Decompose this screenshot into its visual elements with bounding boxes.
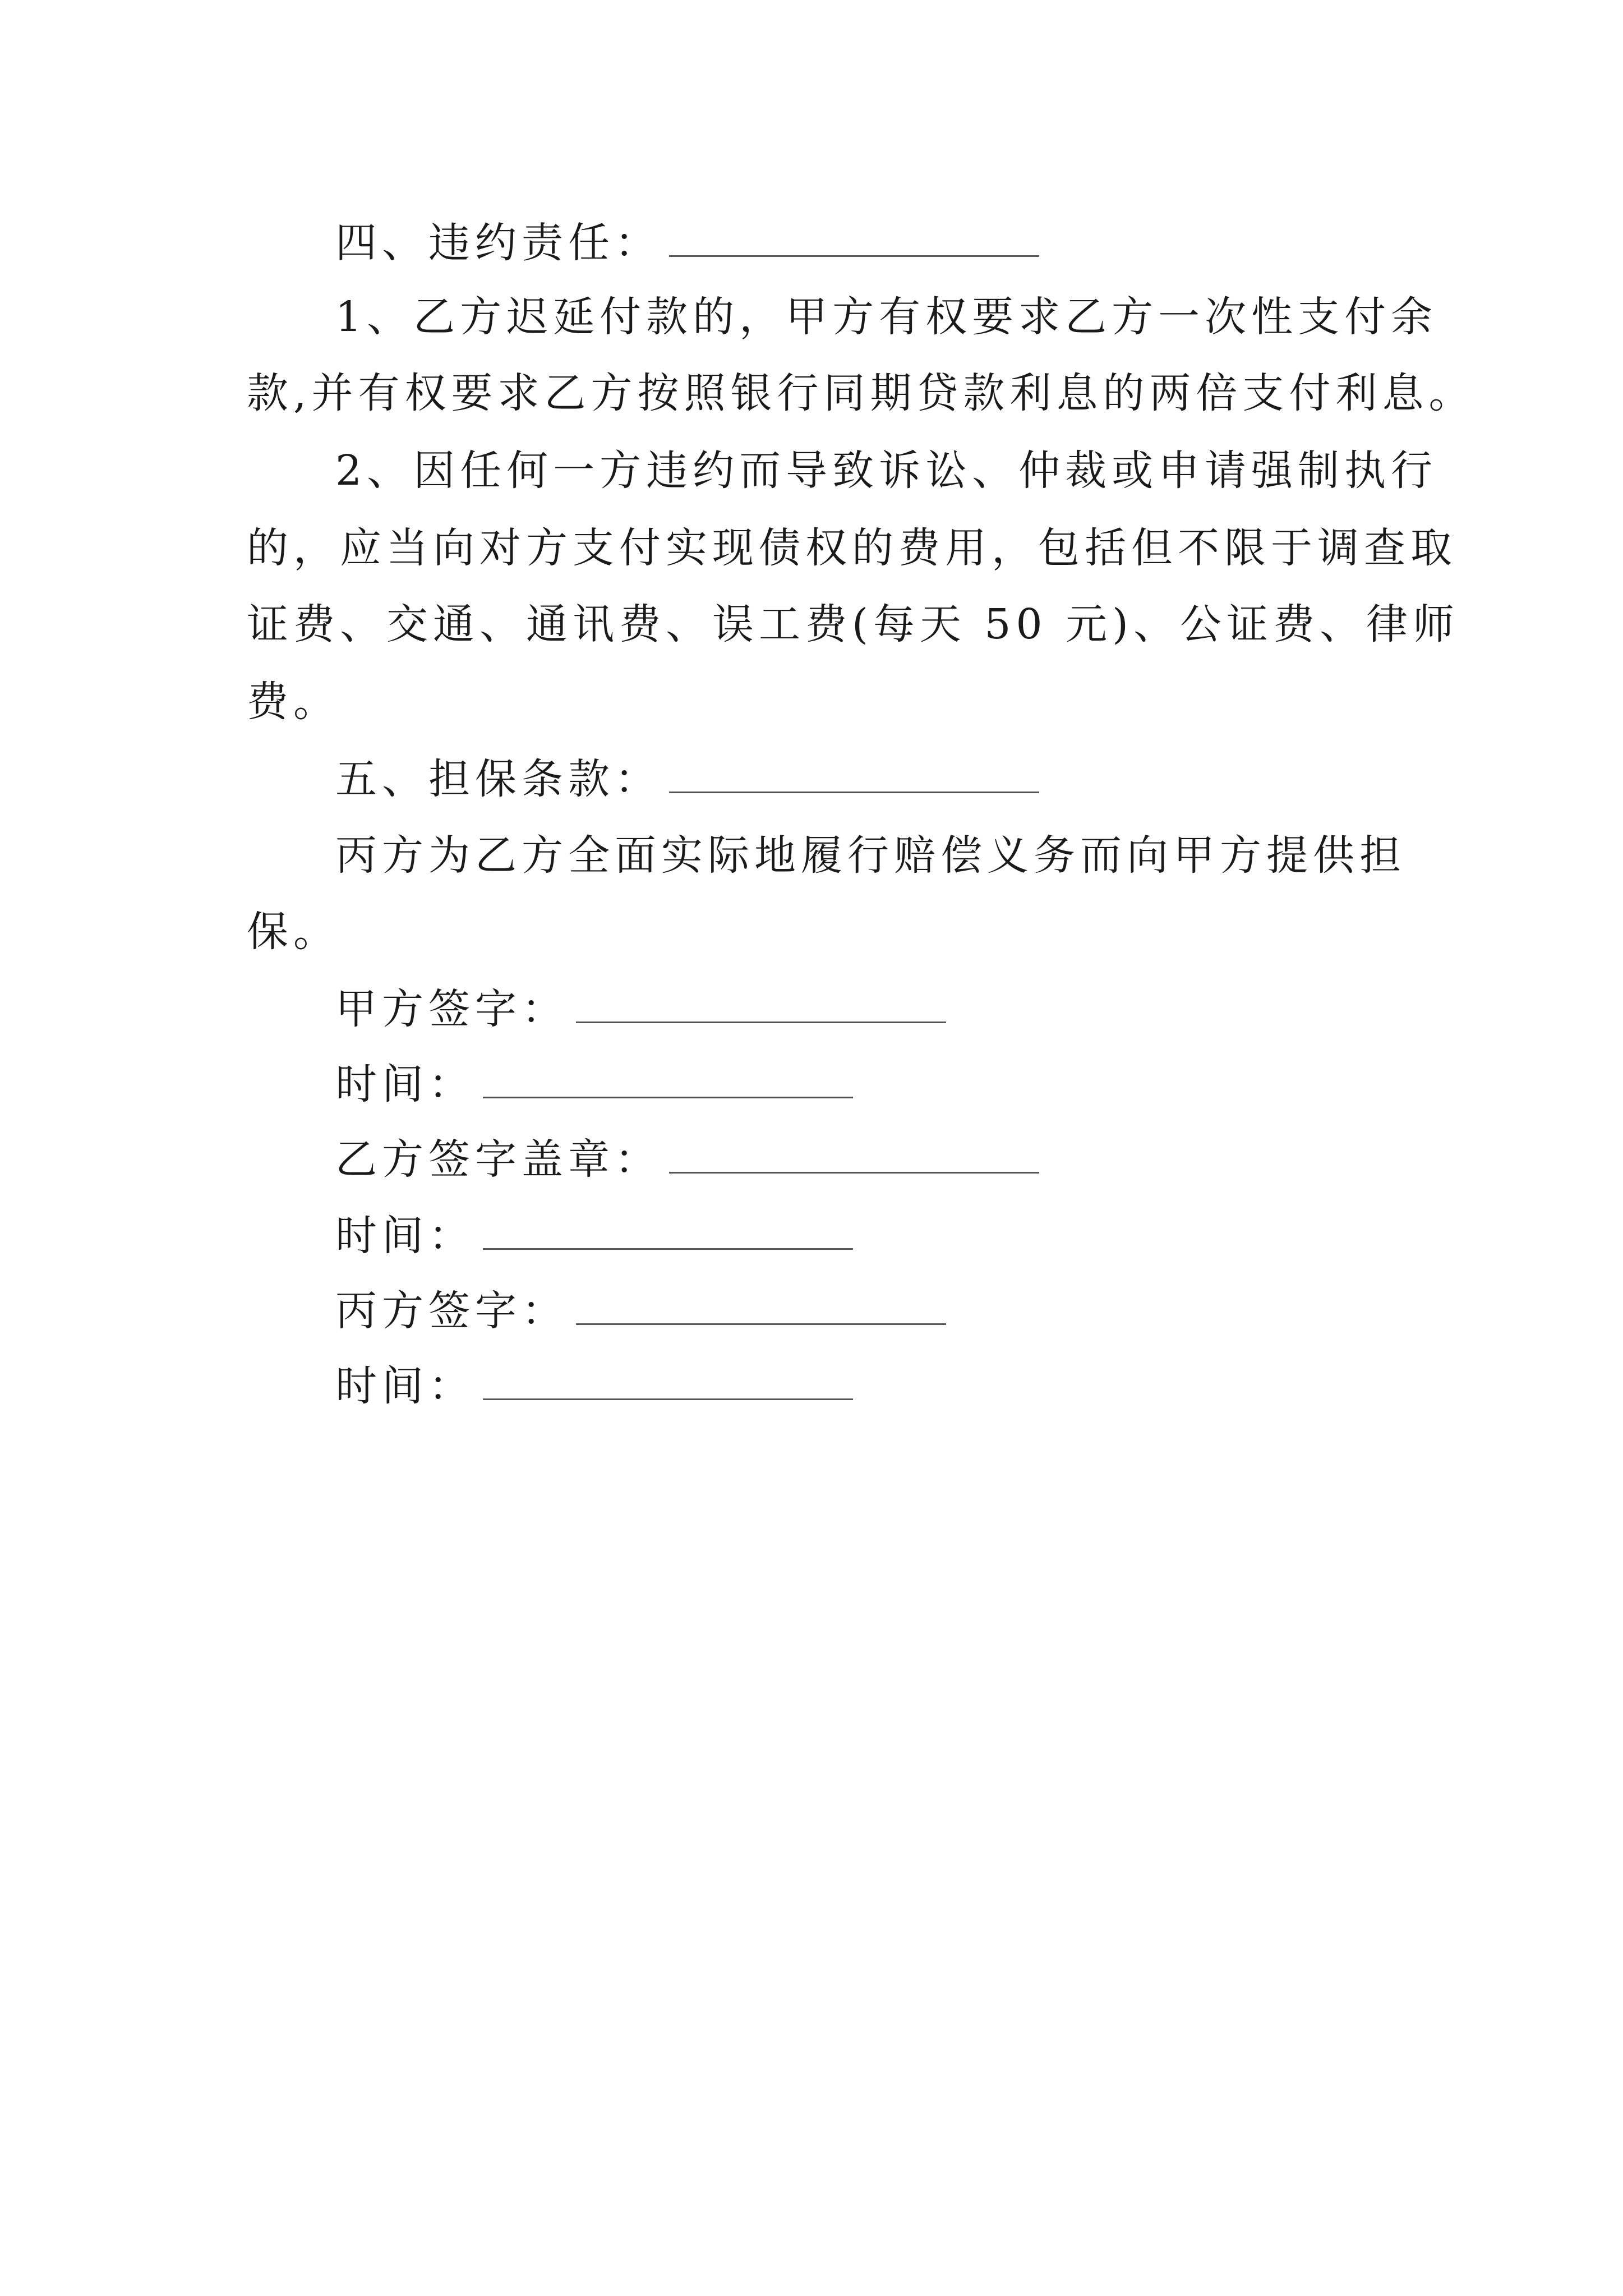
party-c-time-label: 时间： bbox=[335, 1362, 475, 1410]
party-a-sign-label: 甲方签字： bbox=[335, 985, 568, 1033]
clause1-line2: 款,并有权要求乙方按照银行同期贷款利息的两倍支付利息。 bbox=[247, 369, 1476, 417]
clause2-line1: 2、因任何一方违约而导致诉讼、仲裁或申请强制执行 bbox=[335, 447, 1438, 495]
party-c-sign-blank bbox=[576, 1322, 946, 1325]
party-a-time-label: 时间： bbox=[335, 1060, 475, 1108]
section5-heading-line bbox=[335, 743, 1390, 816]
party-b-sign-line bbox=[335, 1123, 1390, 1196]
party-c-sign-label: 丙方签字： bbox=[335, 1287, 568, 1335]
party-a-sign-line bbox=[335, 973, 1390, 1046]
section4-blank-line bbox=[669, 254, 1039, 257]
clause2-line3: 证费、交通、通讯费、误工费(每天 50 元)、公证费、律师 bbox=[247, 600, 1459, 648]
party-b-time-blank bbox=[483, 1247, 853, 1250]
section5-blank-line bbox=[669, 790, 1039, 793]
guarantee-line1: 丙方为乙方全面实际地履行赔偿义务而向甲方提供担 bbox=[335, 831, 1406, 880]
party-c-sign-line bbox=[335, 1274, 1390, 1347]
party-b-sign-blank bbox=[669, 1171, 1039, 1174]
clause1-line1: 1、乙方迟延付款的，甲方有权要求乙方一次性支付余 bbox=[335, 293, 1438, 341]
clause2-line2: 的，应当向对方支付实现债权的费用，包括但不限于调查取 bbox=[247, 524, 1457, 572]
party-b-time-line bbox=[335, 1199, 1390, 1272]
section4-heading-line bbox=[335, 206, 1390, 279]
section4-heading: 四、违约责任： bbox=[335, 219, 661, 267]
party-a-time-blank bbox=[483, 1096, 853, 1098]
party-a-time-line bbox=[335, 1048, 1390, 1121]
party-b-sign-label: 乙方签字盖章： bbox=[335, 1135, 661, 1184]
party-b-time-label: 时间： bbox=[335, 1212, 475, 1260]
party-c-time-line bbox=[335, 1350, 1390, 1423]
party-a-sign-blank bbox=[576, 1020, 946, 1023]
section5-heading: 五、担保条款： bbox=[335, 755, 661, 803]
guarantee-line2: 保。 bbox=[247, 908, 340, 956]
clause2-line4: 费。 bbox=[247, 678, 340, 726]
party-c-time-blank bbox=[483, 1397, 853, 1400]
